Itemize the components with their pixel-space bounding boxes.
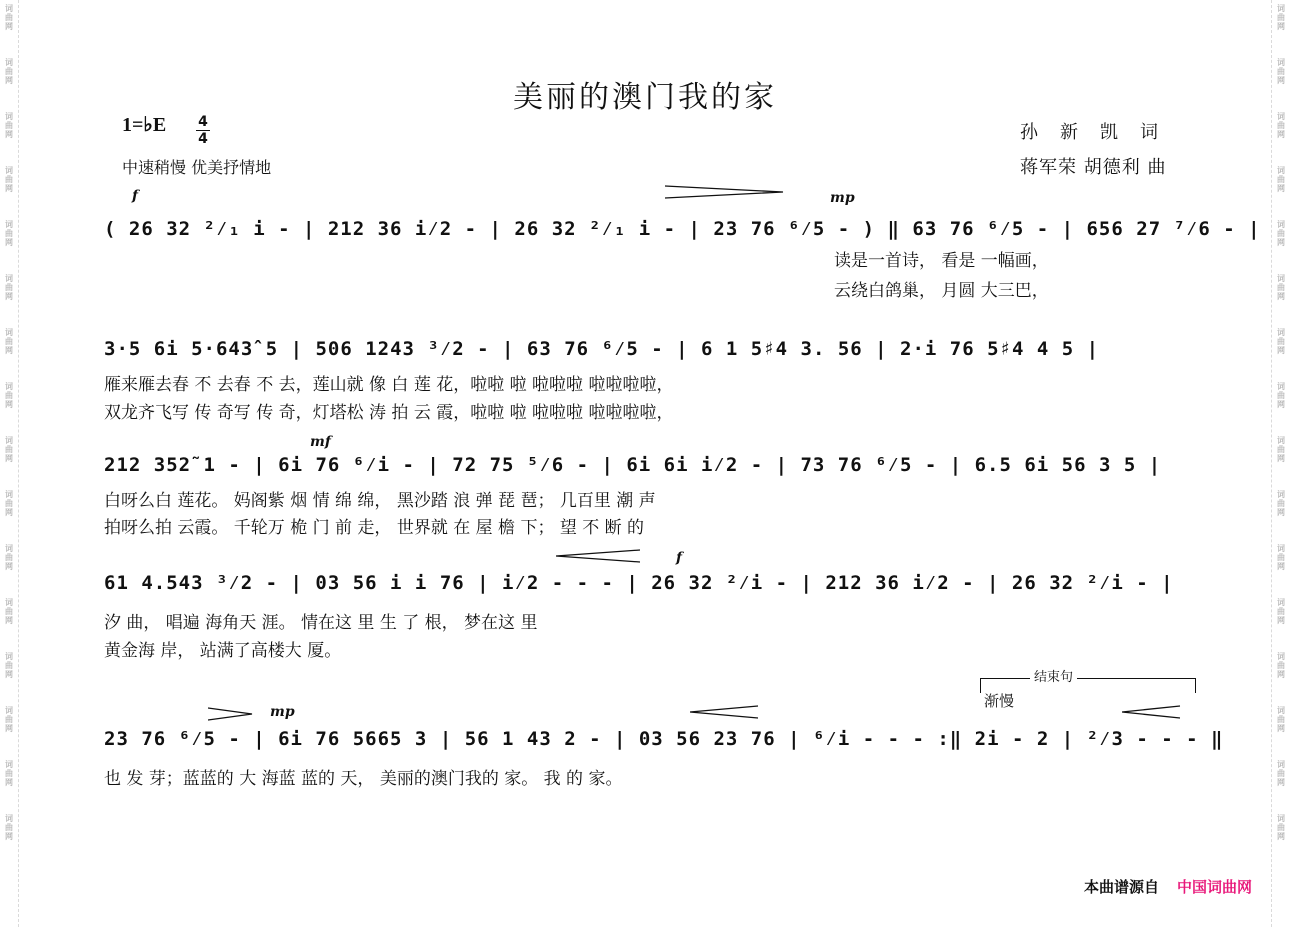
watermark-text: 词 曲 网 [5, 490, 13, 517]
lyric-line-2-verse-2: 双龙齐飞写 传 奇写 传 奇，灯塔松 涛 拍 云 霞，啦啦 啦 啦啦啦 啦啦啦啦， [104, 403, 674, 423]
watermark-text: 词 曲 网 [1277, 544, 1285, 571]
watermark-text: 词 曲 网 [1277, 490, 1285, 517]
lyric-line-3-verse-2: 拍呀么拍 云霞。 千轮万 桅 门 前 走， 世界就 在 屋 檐 下； 望 不 断 的 [104, 518, 645, 538]
watermark-text: 词 曲 网 [1277, 706, 1285, 733]
lyric-line-4-verse-2: 黄金海 岸， 站满了高楼大 厦。 [104, 641, 342, 661]
watermark-text: 词 曲 网 [5, 436, 13, 463]
watermark-text: 词 曲 网 [1277, 598, 1285, 625]
watermark-text: 词 曲 网 [5, 166, 13, 193]
lyric-line-1-verse-2: 云绕白鸽巢， 月圆 大三巴， [834, 281, 1049, 301]
meter-top: 4 [198, 114, 208, 130]
decrescendo-hairpin [665, 184, 785, 200]
numbered-notes: ( 26 32 ²⁄₁ i - | 212 36 i⁄2 - | 26 32 ²⁄₁ i - | 23 76 ⁶⁄5 - ) ‖ 63 76 ⁶⁄5 - | 656 27 ⁷⁄6 - | [104, 218, 1261, 240]
watermark-strip-right [1271, 0, 1290, 927]
notation-staff-2 [104, 328, 1204, 372]
watermark-text: 词 曲 网 [5, 760, 13, 787]
meter-bottom: 4 [198, 131, 208, 147]
watermark-text: 词 曲 网 [1277, 328, 1285, 355]
song-title: 美丽的澳门我的家 [513, 80, 777, 115]
dynamic-mp: mp [830, 190, 855, 206]
time-signature [196, 114, 210, 147]
ending-label: 结束句 [1030, 666, 1077, 685]
watermark-text: 词 曲 网 [5, 4, 13, 31]
watermark-text: 词 曲 网 [5, 652, 13, 679]
watermark-text: 词 曲 网 [1277, 166, 1285, 193]
numbered-notes: 212 352̃ 1 - | 6i 76 ⁶⁄i - | 72 75 ⁵⁄6 - | 6i 6i i⁄2 - | 73 76 ⁶⁄5 - | 6.5 6i 56 3 5 | [104, 454, 1162, 476]
watermark-text: 词 曲 网 [1277, 760, 1285, 787]
watermark-text: 词 曲 网 [1277, 652, 1285, 679]
notation-staff-4 [104, 562, 1204, 606]
lyric-line-3-verse-1: 白呀么白 莲花。 妈阁紫 烟 情 绵 绵， 黑沙踏 浪 弹 琵 琶； 几百里 潮 声 [104, 491, 656, 511]
numbered-notes: 23 76 ⁶⁄5 - | 6i 76 5665 3 | 56 1 43 2 - | 03 56 23 76 | ⁶⁄i - - - :‖ 2i - 2 | ²⁄3 - - - ‖ [104, 728, 1224, 750]
watermark-text: 词 曲 网 [5, 814, 13, 841]
notation-staff-3 [104, 444, 1204, 488]
watermark-text: 词 曲 网 [5, 220, 13, 247]
watermark-text: 词 曲 网 [5, 598, 13, 625]
watermark-text: 词 曲 网 [5, 706, 13, 733]
watermark-text: 词 曲 网 [5, 58, 13, 85]
watermark-text: 词 曲 网 [1277, 220, 1285, 247]
tempo-marking: 中速稍慢 优美抒情地 [122, 158, 272, 177]
composer-credit: 蒋军荣 胡德利 曲 [1020, 157, 1167, 178]
watermark-text: 词 曲 网 [5, 382, 13, 409]
watermark-text: 词 曲 网 [1277, 436, 1285, 463]
dynamic-mp: mp [270, 704, 295, 720]
watermark-text: 词 曲 网 [5, 112, 13, 139]
source-credit [1084, 876, 1252, 897]
lyric-line-4-verse-1: 汐 曲， 唱遍 海角天 涯。 情在这 里 生 了 根， 梦在这 里 [104, 613, 538, 633]
watermark-text: 词 曲 网 [5, 544, 13, 571]
dynamic-f: f [132, 188, 139, 204]
lyricist-credit: 孙新凯词 [1020, 122, 1180, 143]
watermark-strip-left [0, 0, 19, 927]
lyric-line-5: 也 发 芽；蓝蓝的 大 海蓝 蓝的 天， 美丽的澳门我的 家。 我 的 家。 [104, 769, 623, 789]
watermark-text: 词 曲 网 [1277, 4, 1285, 31]
numbered-notes: 61 4.543 ³⁄2 - | 03 56 i i 76 | i⁄2 - - - | 26 32 ²⁄i - | 212 36 i⁄2 - | 26 32 ²⁄i - | [104, 572, 1174, 594]
lyric-line-1-verse-1: 读是一首诗， 看是 一幅画， [834, 251, 1049, 271]
watermark-text: 词 曲 网 [1277, 274, 1285, 301]
source-label: 本曲谱源自 [1083, 878, 1159, 896]
watermark-text: 词 曲 网 [1277, 382, 1285, 409]
watermark-text: 词 曲 网 [1277, 112, 1285, 139]
key-signature: 1=♭E [122, 114, 167, 136]
lyric-line-2-verse-1: 雁来雁去春 不 去春 不 去，莲山就 像 白 莲 花，啦啦 啦 啦啦啦 啦啦啦啦， [104, 375, 674, 395]
watermark-text: 词 曲 网 [1277, 58, 1285, 85]
source-site-link[interactable]: 中国词曲网 [1176, 878, 1252, 896]
ritardando-marking: 渐慢 [984, 692, 1015, 710]
numbered-notes: 3·5 6i 5·643̂ 5 | 506 1243 ³⁄2 - | 63 76 ⁶⁄5 - | 6 1 5♯4 3. 56 | 2·i 76 5♯4 4 5 | [104, 338, 1100, 360]
notation-staff-5 [104, 718, 1224, 762]
watermark-text: 词 曲 网 [1277, 814, 1285, 841]
watermark-text: 词 曲 网 [5, 274, 13, 301]
watermark-text: 词 曲 网 [5, 328, 13, 355]
dynamic-f: f [676, 550, 683, 566]
dynamic-mf: mf [310, 434, 331, 450]
